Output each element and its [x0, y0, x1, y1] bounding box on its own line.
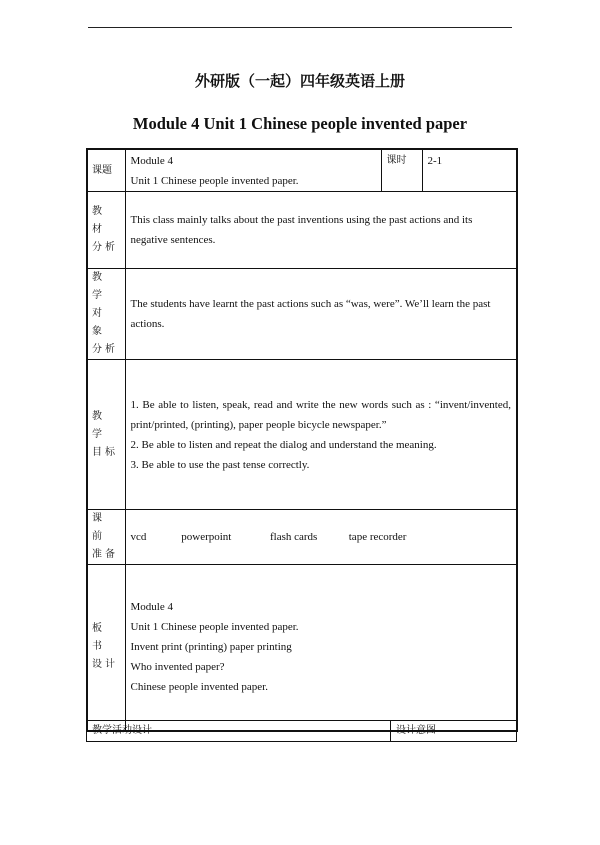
prep-item-tape-recorder: tape recorder — [348, 531, 407, 543]
board-line-4: Who invented paper? — [130, 661, 225, 674]
topic-value — [125, 149, 381, 192]
board-label-text: 板 书 设计 — [92, 623, 118, 671]
preparation-items — [125, 510, 517, 565]
objective-item-1: 1. Be able to listen, speak, read and write the new words such as : “invent/invented, print/printed, (printing), paper people bicycle newspaper.” — [130, 398, 511, 431]
preparation-label — [87, 510, 125, 565]
preparation-label-text: 课 前 准备 — [92, 513, 118, 560]
objectives-label-text: 教 学 目标 — [92, 410, 118, 458]
topic-line-2: Unit 1 Chinese people invented paper. — [130, 175, 299, 187]
students-label-text: 教 学 对 象 分析 — [92, 272, 118, 355]
board-line-1: Module 4 — [130, 601, 173, 614]
topic-line-1: Module 4 — [130, 155, 173, 167]
objective-item-2: 2. Be able to listen and repeat the dialog and understand the meaning. — [130, 438, 437, 451]
objectives-list — [125, 360, 517, 510]
board-label — [87, 565, 125, 731]
students-row — [87, 269, 517, 360]
prep-item-flash-cards: flash cards — [270, 531, 318, 543]
board-design — [125, 565, 517, 731]
board-line-2: Unit 1 Chinese people invented paper. — [130, 621, 299, 634]
objective-item-3: 3. Be able to use the past tense correctly. — [130, 458, 310, 471]
board-row — [87, 565, 517, 731]
students-text: The students have learnt the past actions such as “was, were”. We’ll learn the past actions. — [125, 269, 517, 360]
activity-header-row — [87, 721, 517, 742]
period-value: 2-1 — [422, 149, 517, 192]
objectives-label — [87, 360, 125, 510]
preparation-row — [87, 510, 517, 565]
board-line-3: Invent print (printing) paper printing — [130, 641, 292, 654]
activity-table — [86, 720, 517, 742]
document-title: 外研版（一起）四年级英语上册 — [194, 72, 405, 90]
topic-row — [87, 149, 517, 192]
analysis-row — [87, 192, 517, 269]
topic-label: 课题 — [87, 149, 125, 192]
analysis-label-text: 教 材 分析 — [92, 206, 118, 253]
board-line-5: Chinese people invented paper. — [130, 681, 268, 694]
period-label: 课时 — [381, 149, 422, 192]
objectives-row — [87, 360, 517, 510]
lesson-plan-table — [86, 148, 518, 732]
students-label — [87, 269, 125, 360]
activity-design-header: 教学活动设计 — [87, 721, 391, 742]
prep-item-powerpoint: powerpoint — [181, 531, 232, 543]
header-rule — [88, 27, 512, 28]
analysis-text: This class mainly talks about the past inventions using the past actions and its negative sentences. — [125, 192, 517, 269]
analysis-label — [87, 192, 125, 269]
design-intent-header: 设计意图 — [391, 721, 517, 742]
prep-item-vcd: vcd — [130, 531, 147, 543]
document-subtitle: Module 4 Unit 1 Chinese people invented paper — [132, 114, 468, 133]
